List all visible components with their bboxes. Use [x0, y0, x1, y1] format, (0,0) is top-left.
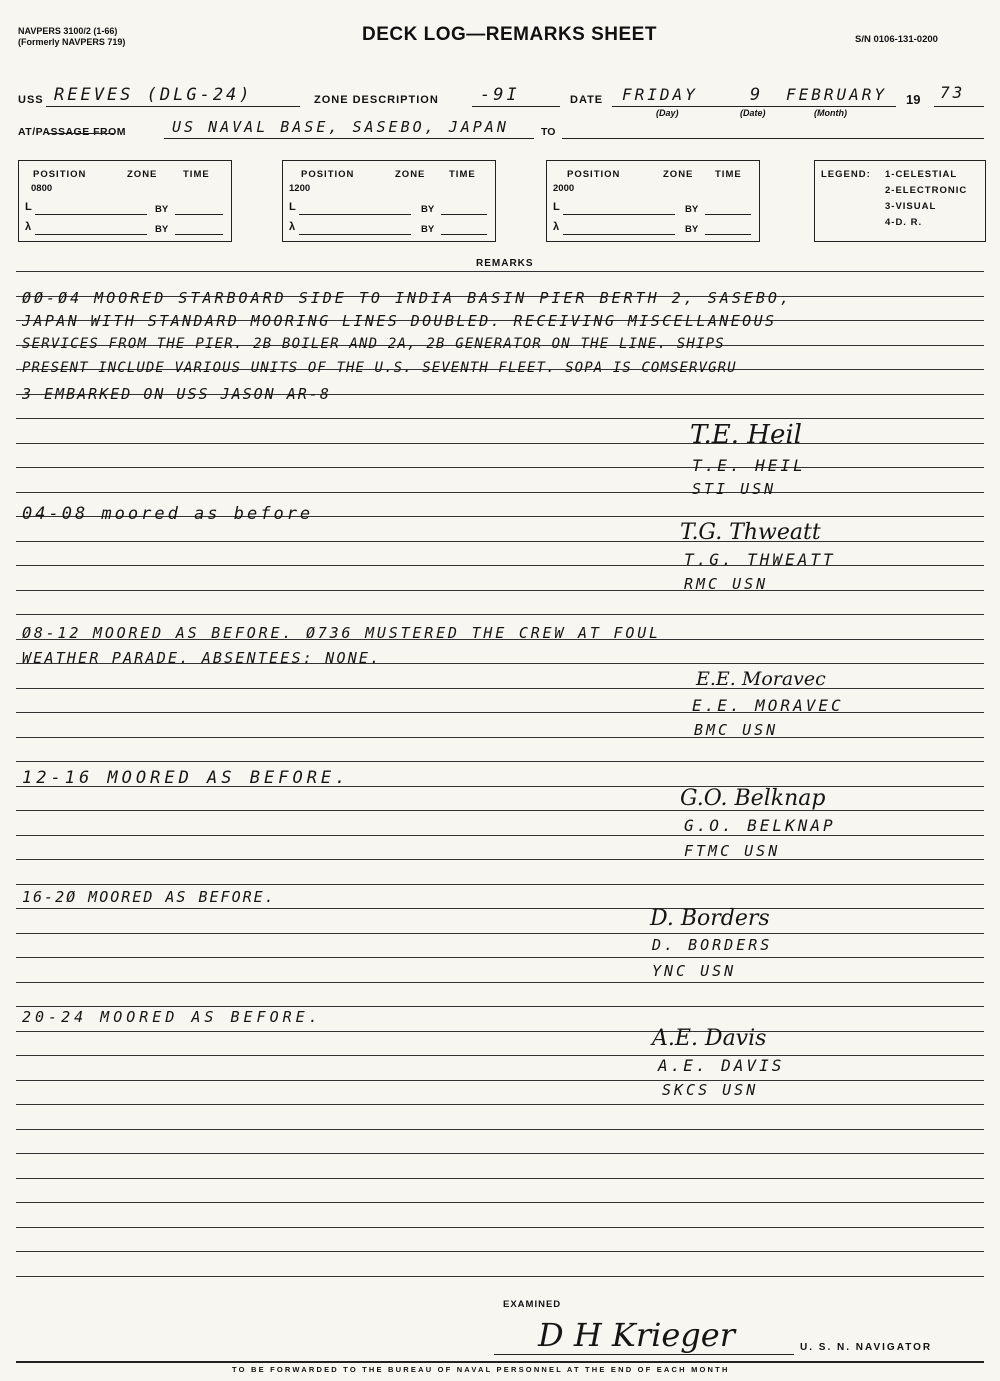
entry-signature: G.O. Belknap — [680, 786, 826, 811]
uss-label: USS — [18, 94, 44, 106]
position-box-1200 — [282, 160, 496, 242]
ruled-line — [16, 908, 984, 909]
position-label: POSITION — [33, 169, 87, 180]
entry-line: 12-16 MOORED AS BEFORE. — [22, 768, 350, 788]
ruled-line — [16, 884, 984, 885]
longitude-field — [299, 234, 411, 235]
ruled-line — [16, 565, 984, 566]
year-underline — [934, 106, 984, 107]
month-caption: (Month) — [814, 108, 847, 118]
ruled-line — [16, 1031, 984, 1032]
zone-label: ZONE — [663, 169, 694, 180]
entry-name: E.E. MORAVEC — [692, 696, 844, 715]
date-underline — [612, 106, 896, 107]
entry-name: G.O. BELKNAP — [684, 816, 836, 835]
from-underline — [164, 138, 534, 139]
ruled-line — [16, 1104, 984, 1105]
uss-value: REEVES (DLG-24) — [54, 85, 253, 105]
latitude-by-field — [175, 214, 223, 215]
entry-line: SERVICES FROM THE PIER. 2B BOILER AND 2A, 2B GENERATOR ON THE LINE. SHIPS — [22, 336, 725, 352]
latitude-by-field — [705, 214, 751, 215]
longitude-by-field — [441, 234, 487, 235]
footer-rule — [16, 1361, 984, 1363]
ruled-line — [16, 1129, 984, 1130]
latitude-by-field — [441, 214, 487, 215]
month-value: FEBRUARY — [786, 85, 888, 104]
year-prefix: 19 — [906, 92, 921, 107]
longitude-label: λ — [553, 221, 560, 233]
position-time: 2000 — [553, 183, 575, 194]
latitude-by: BY — [155, 204, 169, 215]
ruled-line — [16, 614, 984, 615]
time-label: TIME — [183, 169, 210, 180]
at-passage-label: AT/PASSAGE FROM — [18, 126, 127, 138]
longitude-label: λ — [289, 221, 296, 233]
position-box-0800 — [18, 160, 232, 242]
longitude-by: BY — [155, 224, 169, 235]
latitude-field — [35, 214, 147, 215]
ruled-line — [16, 492, 984, 493]
ruled-line — [16, 810, 984, 811]
entry-signature: D. Borders — [650, 906, 770, 931]
entry-name: D. BORDERS — [652, 936, 773, 954]
passage-strikethrough — [47, 133, 115, 134]
stock-number: S/N 0106-131-0200 — [855, 34, 938, 45]
ruled-line — [16, 467, 984, 468]
legend-item-dead-reckoning: 4-D. R. — [885, 217, 923, 228]
date-caption: (Date) — [740, 108, 766, 118]
longitude-by: BY — [421, 224, 435, 235]
ruled-line — [16, 688, 984, 689]
ruled-line — [16, 957, 984, 958]
ruled-line — [16, 418, 984, 419]
position-label: POSITION — [301, 169, 355, 180]
remarks-heading: REMARKS — [476, 258, 534, 269]
legend-item-electronic: 2-ELECTRONIC — [885, 185, 968, 196]
entry-signature: T.E. Heil — [690, 420, 802, 450]
entry-name: T.E. HEIL — [692, 456, 806, 475]
position-label: POSITION — [567, 169, 621, 180]
ruled-line — [16, 271, 984, 272]
entry-line: PRESENT INCLUDE VARIOUS UNITS OF THE U.S. SEVENTH FLEET. SOPA IS COMSERVGRU — [22, 360, 737, 376]
entry-line: 16-2Ø MOORED AS BEFORE. — [22, 888, 276, 906]
entry-name: A.E. DAVIS — [658, 1056, 785, 1075]
entry-line: 04-08 moored as before — [22, 504, 314, 524]
ruled-line — [16, 1153, 984, 1154]
time-label: TIME — [449, 169, 476, 180]
ruled-line — [16, 737, 984, 738]
forwarding-note: TO BE FORWARDED TO THE BUREAU OF NAVAL PERSONNEL AT THE END OF EACH MONTH — [232, 1365, 730, 1374]
ruled-line — [16, 1251, 984, 1252]
entry-line: ØØ-Ø4 MOORED STARBOARD SIDE TO INDIA BASIN PIER BERTH 2, SASEBO, — [22, 289, 792, 307]
day-caption: (Day) — [656, 108, 679, 118]
ruled-line — [16, 1006, 984, 1007]
longitude-field — [35, 234, 147, 235]
latitude-label: L — [25, 201, 32, 213]
ruled-line — [16, 761, 984, 762]
position-time: 0800 — [31, 183, 53, 194]
entry-rank: STI USN — [692, 480, 777, 498]
longitude-by: BY — [685, 224, 699, 235]
page-title: DECK LOG—REMARKS SHEET — [362, 24, 657, 45]
ruled-line — [16, 1202, 984, 1203]
form-former: (Formerly NAVPERS 719) — [18, 37, 126, 47]
legend-item-visual: 3-VISUAL — [885, 201, 937, 212]
ruled-line — [16, 1178, 984, 1179]
longitude-by-field — [175, 234, 223, 235]
entry-line: JAPAN WITH STANDARD MOORING LINES DOUBLED. RECEIVING MISCELLANEOUS — [22, 312, 777, 330]
ruled-line — [16, 1276, 984, 1277]
navigator-label: U. S. N. NAVIGATOR — [800, 1342, 933, 1353]
ruled-line — [16, 1055, 984, 1056]
date-label: DATE — [570, 94, 604, 106]
ruled-line — [16, 1080, 984, 1081]
entry-rank: RMC USN — [684, 575, 769, 593]
to-label: TO — [541, 126, 556, 138]
longitude-field — [563, 234, 675, 235]
ruled-line — [16, 541, 984, 542]
form-number: NAVPERS 3100/2 (1-66) — [18, 26, 118, 36]
date-value: 9 — [750, 85, 764, 105]
entry-line: Ø8-12 MOORED AS BEFORE. Ø736 MUSTERED THE CREW AT FOUL — [22, 624, 661, 642]
legend-box — [814, 160, 986, 242]
entry-rank: SKCS USN — [662, 1081, 759, 1099]
day-value: FRIDAY — [622, 85, 698, 104]
entry-rank: FTMC USN — [684, 842, 781, 860]
latitude-by: BY — [685, 204, 699, 215]
examined-label: EXAMINED — [503, 1299, 562, 1310]
latitude-label: L — [289, 201, 296, 213]
latitude-field — [563, 214, 675, 215]
zone-value: -9I — [480, 85, 520, 105]
ruled-line — [16, 933, 984, 934]
zone-label: ZONE — [395, 169, 426, 180]
time-label: TIME — [715, 169, 742, 180]
position-time: 1200 — [289, 183, 311, 194]
navigator-signature: D H Krieger — [538, 1316, 735, 1354]
year-suffix: 73 — [940, 83, 966, 102]
longitude-label: λ — [25, 221, 32, 233]
navigator-signature-line — [494, 1354, 794, 1355]
uss-underline — [46, 106, 300, 107]
ruled-line — [16, 1227, 984, 1228]
ruled-line — [16, 982, 984, 983]
ruled-line — [16, 590, 984, 591]
latitude-label: L — [553, 201, 560, 213]
entry-signature: A.E. Davis — [652, 1026, 767, 1051]
zone-label: ZONE DESCRIPTION — [314, 94, 439, 106]
entry-line: WEATHER PARADE. ABSENTEES: NONE. — [22, 649, 382, 667]
latitude-by: BY — [421, 204, 435, 215]
legend-item-celestial: 1-CELESTIAL — [885, 169, 958, 180]
entry-line: 3 EMBARKED ON USS JASON AR-8 — [22, 385, 331, 403]
entry-rank: YNC USN — [652, 962, 737, 980]
to-underline — [562, 138, 984, 139]
entry-line: 20-24 MOORED AS BEFORE. — [22, 1008, 322, 1026]
ruled-line — [16, 443, 984, 444]
ruled-line — [16, 859, 984, 860]
position-box-2000 — [546, 160, 760, 242]
at-passage-value: US NAVAL BASE, SASEBO, JAPAN — [172, 118, 509, 136]
entry-signature: E.E. Moravec — [696, 668, 826, 690]
entry-name: T.G. THWEATT — [684, 550, 836, 569]
ruled-line — [16, 835, 984, 836]
entry-signature: T.G. Thweatt — [680, 520, 821, 545]
entry-rank: BMC USN — [694, 721, 779, 739]
zone-underline — [472, 106, 560, 107]
longitude-by-field — [705, 234, 751, 235]
zone-label: ZONE — [127, 169, 158, 180]
legend-label: LEGEND: — [821, 169, 871, 180]
latitude-field — [299, 214, 411, 215]
